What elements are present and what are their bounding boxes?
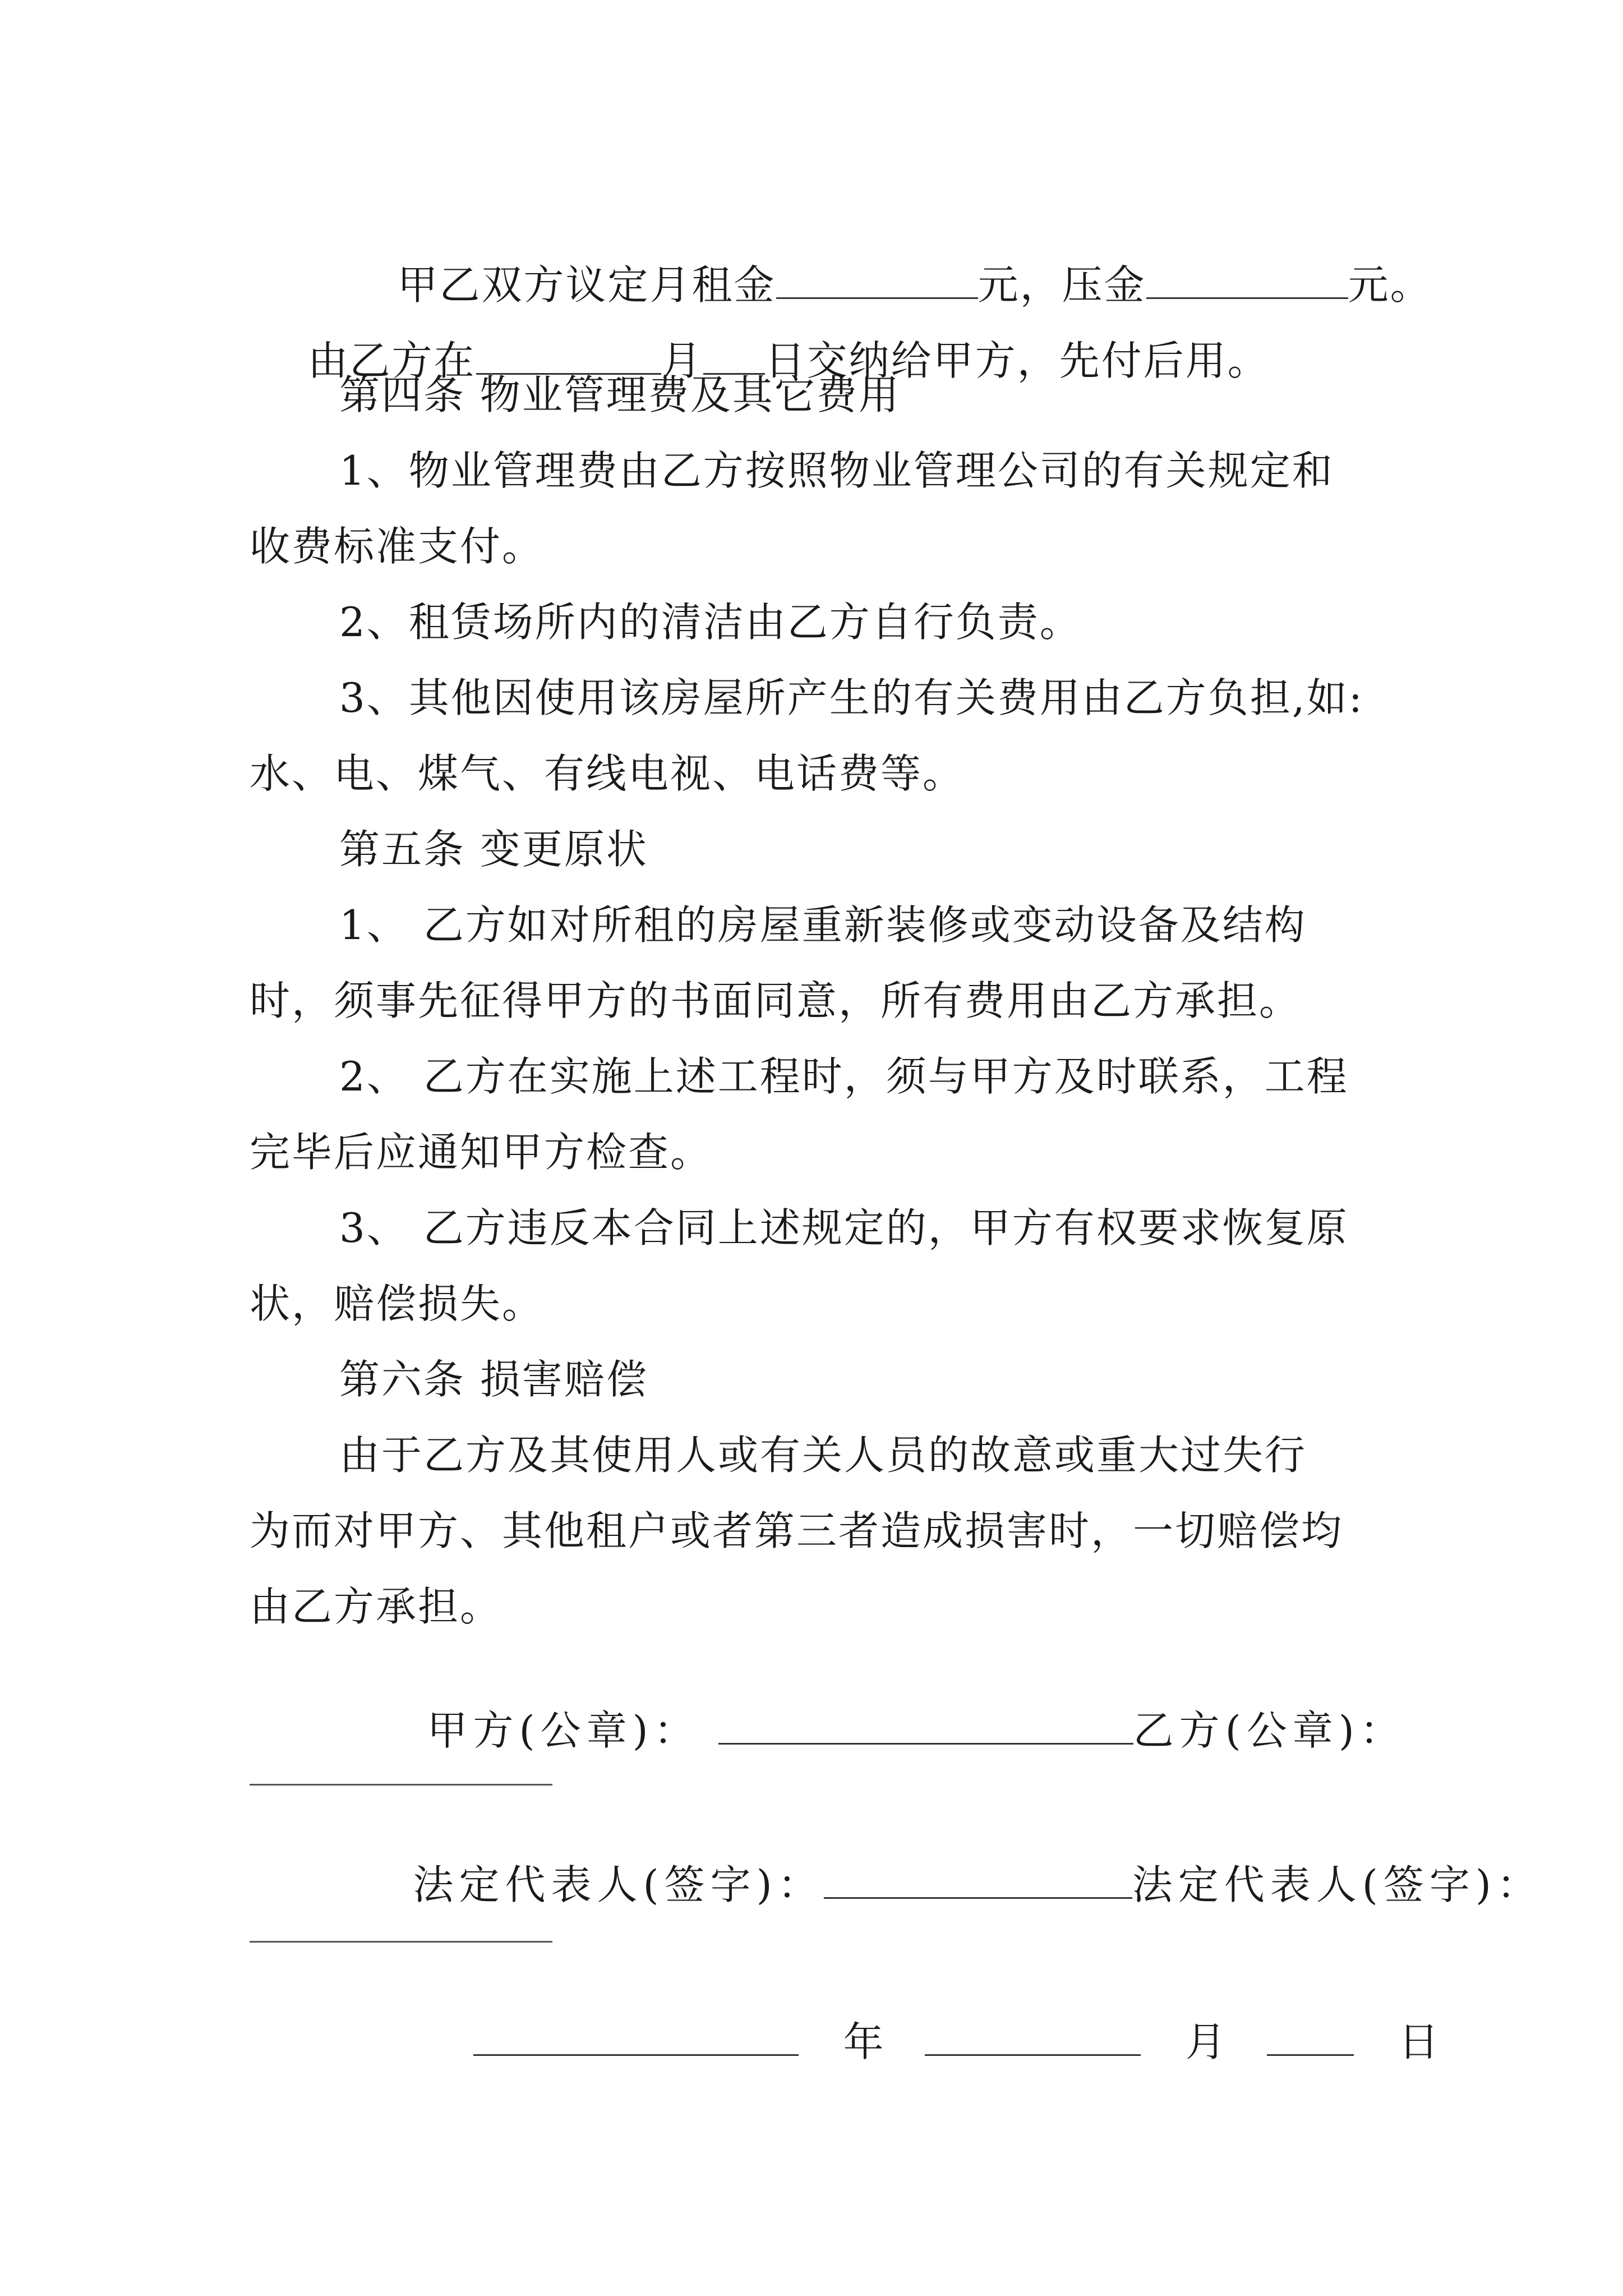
article-5-title: 第五条 变更原状: [339, 826, 648, 873]
representative-line: [339, 1823, 1543, 1945]
party-a-label: 甲方(公章)：: [427, 1707, 700, 1754]
article-5-item-1: 1、 乙方如对所租的房屋重新装修或变动设备及结构: [339, 901, 1307, 949]
rent-blank: [776, 264, 978, 299]
article-6-text-cont: 为而对甲方、其他租户或者第三者造成损害时，一切赔偿均: [250, 1507, 1344, 1554]
article-4-item-1: 1、物业管理费由乙方按照物业管理公司的有关规定和: [339, 447, 1334, 494]
article-5-item-2-cont: 完毕后应通知甲方检查。: [250, 1129, 713, 1176]
article-4-item-3-cont: 水、电、煤气、有线电视、电话费等。: [250, 750, 965, 797]
day-blank: [703, 339, 765, 375]
article-5-item-3-cont: 状，赔偿损失。: [250, 1280, 545, 1327]
article-5-item-3: 3、 乙方违反本合同上述规定的，甲方有权要求恢复原: [339, 1204, 1349, 1251]
payment-end: 日交纳给甲方，先付后用。: [764, 337, 1270, 384]
rep-a-label: 法定代表人(签字)：: [413, 1861, 824, 1908]
deposit-blank: [1146, 264, 1348, 299]
article-6-text: 由于乙方及其使用人或有关人员的故意或重大过失行: [339, 1432, 1307, 1479]
payment-label: 由乙方在: [307, 337, 476, 384]
article-6-text-end: 由乙方承担。: [250, 1583, 502, 1630]
party-b-label: 乙方(公章)：: [1133, 1707, 1406, 1754]
article-4-item-2: 2、租赁场所内的清洁由乙方自行负责。: [339, 599, 1082, 646]
month-label: 月: [661, 337, 703, 384]
article-5-item-1-cont: 时，须事先征得甲方的书面同意，所有费用由乙方承担。: [250, 977, 1302, 1024]
date-line: [415, 1980, 1441, 2102]
year-label: 年: [843, 2018, 886, 2065]
day-label: 日: [1398, 2018, 1441, 2065]
party-b-blank: [250, 1784, 552, 1786]
rep-a-blank: [824, 1864, 1132, 1899]
rep-b-blank: [250, 1941, 552, 1943]
rent-label: 甲乙双方议定月租金: [397, 261, 776, 309]
article-4-item-3: 3、其他因使用该房屋所产生的有关费用由乙方负担,如:: [339, 674, 1364, 721]
article-4-title: 第四条 物业管理费及其它费用: [339, 371, 901, 418]
month-blank: [925, 2021, 1141, 2056]
month-label: 月: [1185, 2018, 1228, 2065]
rep-b-label: 法定代表人(签字)：: [1132, 1861, 1543, 1908]
year-blank: [473, 2021, 799, 2056]
article-4-item-1-cont: 收费标准支付。: [250, 523, 545, 570]
day-blank: [1267, 2021, 1354, 2056]
rent-end: 元。: [1348, 261, 1432, 309]
deposit-label: 元，压金: [978, 261, 1146, 309]
article-5-item-2: 2、 乙方在实施上述工程时，须与甲方及时联系，工程: [339, 1053, 1349, 1100]
party-seal-line: [353, 1669, 1406, 1791]
party-a-blank: [718, 1709, 1133, 1745]
payment-blank: [476, 339, 661, 375]
article-6-title: 第六条 损害赔偿: [339, 1356, 648, 1403]
